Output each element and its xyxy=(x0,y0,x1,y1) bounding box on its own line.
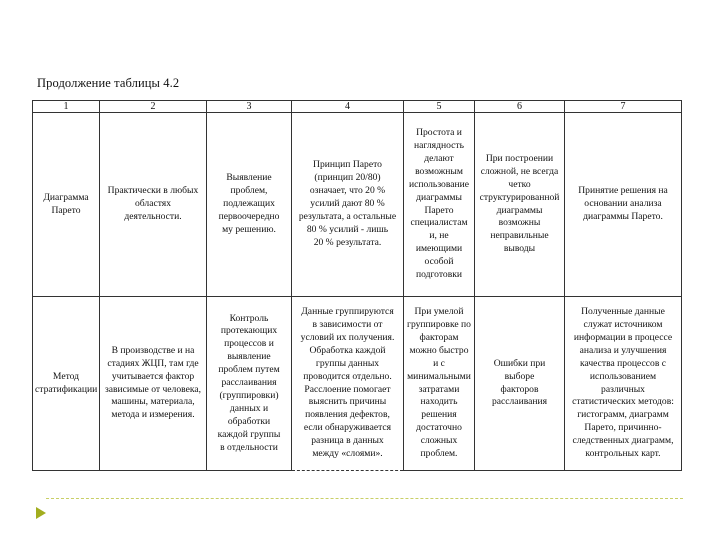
footer-divider xyxy=(46,498,683,499)
table-cell: При умелой группировке по факторам можно быстро и с минимальными затратами находить решения достаточно сложных проблем. xyxy=(404,297,475,471)
table-cell: Практически в любых областях деятельности. xyxy=(100,113,207,297)
header-cell: 6 xyxy=(475,101,565,113)
header-cell: 4 xyxy=(292,101,404,113)
table-cell: В производстве и на стадиях ЖЦП, там где учитывается фактор зависимые от человека, машины, материала, метода и измерения. xyxy=(100,297,207,471)
continuation-table xyxy=(32,100,682,471)
slide-bullet-icon xyxy=(36,507,46,519)
header-cell: 5 xyxy=(404,101,475,113)
table-caption: Продолжение таблицы 4.2 xyxy=(37,76,180,90)
table-cell: Метод стратификации xyxy=(33,297,100,471)
table-cell: Контроль протекающих процессов и выявление проблем путем расслаивания (группировки) данных и обработки каждой группы в отдельности xyxy=(207,297,292,471)
header-cell: 2 xyxy=(100,101,207,113)
table-row xyxy=(33,297,682,471)
table-cell: Данные группируются в зависимости от условий их получения. Обработка каждой группы данных проводится отдельно. Расслоение помогает выяснить причины появления дефектов, если обнаруживается разница в данных между «слоями». xyxy=(292,297,404,471)
table-cell: Принятие решения на основании анализа диаграммы Парето. xyxy=(565,113,682,297)
table-cell: Принцип Парето (принцип 20/80) означает, что 20 % усилий дают 80 % результата, а остальные 80 % усилий - лишь 20 % результата. xyxy=(292,113,404,297)
table-cell: Диаграмма Парето xyxy=(33,113,100,297)
table-cell: Простота и наглядность делают возможным использование диаграммы Парето специалистам и, не имеющими особой подготовки xyxy=(404,113,475,297)
header-row xyxy=(33,101,682,113)
table-cell: При построении сложной, не всегда четко структурированной диаграммы возможны неправильные выводы xyxy=(475,113,565,297)
table-cell: Ошибки при выборе факторов расслаивания xyxy=(475,297,565,471)
table-cell: Выявление проблем, подлежащих первоочередно му решению. xyxy=(207,113,292,297)
header-cell: 3 xyxy=(207,101,292,113)
table-cell: Полученные данные служат источником информации в процессе анализа и улучшения качества процессов с использованием различных статистических методов: гистограмм, диаграмм Парето, причинно- следственных диаграмм, контрольных карт. xyxy=(565,297,682,471)
header-cell: 1 xyxy=(33,101,100,113)
table-row xyxy=(33,113,682,297)
header-cell: 7 xyxy=(565,101,682,113)
